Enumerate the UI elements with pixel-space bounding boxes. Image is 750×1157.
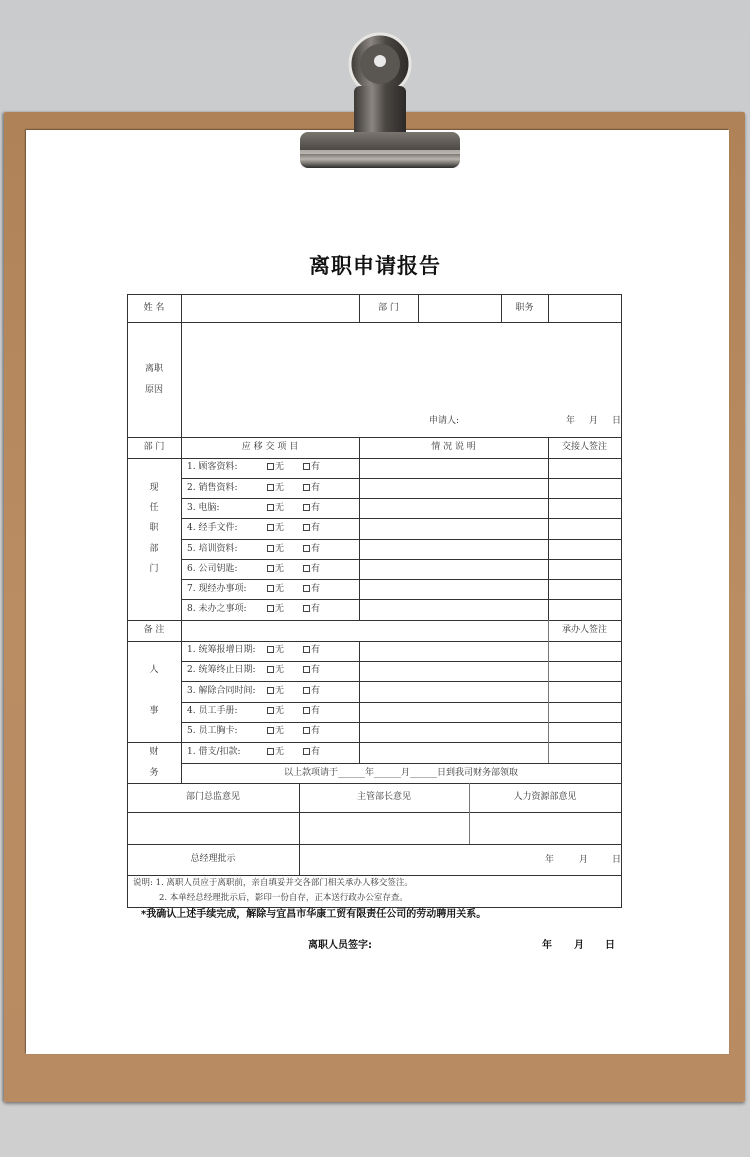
row-divider [181, 518, 622, 519]
hr-opinion-label: 人力资源部意见 [513, 792, 577, 802]
row-divider [181, 478, 622, 479]
item-number: 4. [187, 706, 196, 716]
checkbox-label: 无 [275, 665, 285, 675]
handover-items-header: 应 移 交 项 目 [241, 442, 299, 452]
checkbox-none[interactable] [267, 565, 284, 574]
checkbox-label: 无 [275, 686, 285, 696]
checkbox-icon[interactable] [303, 504, 310, 511]
manager-opinion-field[interactable] [301, 814, 467, 842]
checkbox-label: 有 [311, 604, 321, 614]
row-divider [181, 539, 622, 540]
checkbox-icon[interactable] [267, 504, 274, 511]
handover-item [187, 524, 238, 533]
checkbox-have[interactable] [303, 585, 320, 594]
current-dept-char: 现 [149, 483, 159, 493]
checkbox-label: 有 [311, 483, 321, 493]
checkbox-label: 无 [275, 564, 285, 574]
checkbox-label: 无 [275, 462, 285, 472]
handover-item [187, 463, 238, 472]
checkbox-label: 有 [311, 645, 321, 655]
hr-item [187, 646, 256, 655]
col-divider [548, 294, 549, 322]
finance-char: 财 [149, 747, 159, 757]
checkbox-icon[interactable] [267, 565, 274, 572]
director-opinion-field[interactable] [129, 814, 297, 842]
col-divider [548, 437, 549, 620]
checkbox-label: 无 [275, 523, 285, 533]
current-dept-char: 门 [149, 564, 159, 574]
gm-date-day: 日 [612, 855, 622, 865]
checkbox-none[interactable] [267, 484, 284, 493]
item-name: 统筹报增日期: [198, 645, 256, 655]
checkbox-have[interactable] [303, 646, 320, 655]
handover-dept-header: 部 门 [143, 442, 165, 452]
signature-field[interactable] [378, 936, 528, 954]
item-name: 统筹终止日期: [198, 665, 256, 675]
page-title: 离职申请报告 [309, 254, 441, 278]
reason-field[interactable] [184, 325, 618, 410]
checkbox-none[interactable] [267, 707, 284, 716]
checkbox-icon[interactable] [267, 463, 274, 470]
hr-item [187, 666, 256, 675]
checkbox-icon[interactable] [267, 687, 274, 694]
checkbox-icon[interactable] [267, 605, 274, 612]
item-number: 2. [187, 665, 196, 675]
row-divider [181, 579, 622, 580]
checkbox-label: 无 [275, 706, 285, 716]
applicant-label: 申请人: [429, 416, 460, 426]
finance-item [187, 748, 241, 757]
checkbox-label: 无 [275, 544, 285, 554]
checkbox-icon[interactable] [303, 646, 310, 653]
checkbox-have[interactable] [303, 748, 320, 757]
gm-date-year: 年 [545, 855, 555, 865]
remarks-label: 备 注 [143, 625, 165, 635]
row-divider [127, 844, 622, 845]
finance-char: 务 [149, 768, 159, 778]
gm-date-month: 月 [579, 855, 589, 865]
handover-item [187, 545, 238, 554]
item-name: 电脑: [198, 503, 220, 513]
hr-opinion-field[interactable] [471, 814, 619, 842]
table-border-right [621, 294, 622, 907]
checkbox-label: 有 [311, 665, 321, 675]
signature-date-month: 月 [574, 940, 584, 951]
hr-char: 事 [149, 706, 159, 716]
checkbox-icon[interactable] [267, 727, 274, 734]
checkbox-icon[interactable] [303, 707, 310, 714]
reason-date-month: 月 [589, 416, 599, 426]
checkbox-have[interactable] [303, 524, 320, 533]
checkbox-icon[interactable] [303, 585, 310, 592]
reason-label-1: 离职 [144, 364, 163, 374]
checkbox-label: 无 [275, 645, 285, 655]
checkbox-icon[interactable] [267, 545, 274, 552]
checkbox-label: 有 [311, 584, 321, 594]
checkbox-none[interactable] [267, 605, 284, 614]
item-number: 4. [187, 523, 196, 533]
checkbox-icon[interactable] [303, 463, 310, 470]
checkbox-icon[interactable] [267, 666, 274, 673]
item-number: 5. [187, 544, 196, 554]
handover-item [187, 484, 238, 493]
item-number: 6. [187, 564, 196, 574]
position-label: 职务 [515, 303, 534, 313]
gm-approval-field[interactable] [301, 846, 622, 873]
row-divider [181, 722, 622, 723]
checkbox-have[interactable] [303, 605, 320, 614]
item-name: 员工胸卡: [198, 726, 238, 736]
checkbox-have[interactable] [303, 707, 320, 716]
item-number: 3. [187, 686, 196, 696]
checkbox-label: 无 [275, 584, 285, 594]
item-name: 现经办事项: [198, 584, 247, 594]
checkbox-label: 无 [275, 726, 285, 736]
row-divider [127, 875, 622, 876]
handover-item [187, 605, 247, 614]
hr-item [187, 687, 256, 696]
dept-label: 部 门 [378, 303, 399, 313]
checkbox-have[interactable] [303, 545, 320, 554]
item-number: 7. [187, 584, 196, 594]
checkbox-label: 无 [275, 483, 285, 493]
checkbox-label: 有 [311, 747, 321, 757]
col-divider [181, 294, 182, 783]
hr-char: 人 [149, 665, 159, 675]
checkbox-icon[interactable] [303, 545, 310, 552]
handover-item [187, 504, 220, 513]
checkbox-icon[interactable] [303, 748, 310, 755]
reason-date-year: 年 [566, 416, 576, 426]
checkbox-icon[interactable] [303, 687, 310, 694]
row-divider [181, 681, 622, 682]
item-number: 1. [187, 747, 196, 757]
checkbox-label: 无 [275, 604, 285, 614]
checkbox-icon[interactable] [303, 666, 310, 673]
checkbox-have[interactable] [303, 687, 320, 696]
checkbox-icon[interactable] [267, 646, 274, 653]
checkbox-label: 有 [311, 564, 321, 574]
gm-approval-label: 总经理批示 [190, 854, 236, 864]
note-line-2: 2. 本单经总经理批示后，影印一份自存，正本送行政办公室存查。 [159, 893, 408, 903]
item-name: 借支/扣款: [198, 747, 241, 757]
note-line-1: 说明: 1. 离职人员应于离职前，亲自填妥并交各部门相关承办人移交签注。 [133, 878, 413, 888]
checkbox-label: 有 [311, 462, 321, 472]
checkbox-icon[interactable] [303, 565, 310, 572]
checkbox-none[interactable] [267, 545, 284, 554]
checkbox-none[interactable] [267, 646, 284, 655]
item-name: 经手文件: [198, 523, 238, 533]
item-number: 8. [187, 604, 196, 614]
item-number: 2. [187, 483, 196, 493]
checkbox-none[interactable] [267, 727, 284, 736]
checkbox-have[interactable] [303, 463, 320, 472]
row-divider [181, 763, 622, 764]
item-name: 解除合同时间: [198, 686, 256, 696]
reason-label-2: 原因 [144, 385, 163, 395]
checkbox-label: 无 [275, 503, 285, 513]
signature-date-year: 年 [542, 940, 552, 951]
item-name: 培训资料: [198, 544, 238, 554]
manager-opinion-label: 主管部长意见 [356, 792, 411, 802]
checkbox-icon[interactable] [267, 707, 274, 714]
row-divider [181, 559, 622, 560]
col-divider [418, 294, 419, 322]
director-opinion-label: 部门总监意见 [185, 792, 240, 802]
item-name: 员工手册: [198, 706, 238, 716]
checkbox-none[interactable] [267, 585, 284, 594]
row-divider [181, 702, 622, 703]
checkbox-none[interactable] [267, 666, 284, 675]
signature-date-day: 日 [605, 940, 615, 951]
confirmation-statement: *我确认上述手续完成，解除与宜昌市华康工贸有限责任公司的劳动聘用关系。 [141, 909, 487, 920]
row-divider [127, 783, 622, 784]
checkbox-label: 有 [311, 523, 321, 533]
checkbox-icon[interactable] [267, 524, 274, 531]
binder-clip-icon [296, 24, 466, 174]
hr-item [187, 727, 238, 736]
reason-date-day: 日 [612, 416, 622, 426]
handover-item [187, 585, 247, 594]
checkbox-label: 有 [311, 706, 321, 716]
checkbox-none[interactable] [267, 687, 284, 696]
checkbox-icon[interactable] [303, 484, 310, 491]
item-name: 公司钥匙: [198, 564, 238, 574]
checkbox-icon[interactable] [267, 585, 274, 592]
item-name: 未办之事项: [198, 604, 247, 614]
finance-collect-note: 以上款项请于______年______月______日到我司财务部领取 [283, 768, 518, 778]
checkbox-none[interactable] [267, 504, 284, 513]
checkbox-label: 有 [311, 544, 321, 554]
checkbox-none[interactable] [267, 463, 284, 472]
remarks-signer-label: 承办人签注 [561, 625, 607, 635]
checkbox-have[interactable] [303, 666, 320, 675]
dept-field[interactable] [420, 296, 499, 320]
handover-desc-header: 情 况 说 明 [431, 442, 476, 452]
checkbox-icon[interactable] [267, 484, 274, 491]
name-label: 姓 名 [143, 303, 165, 313]
current-dept-char: 任 [149, 503, 159, 513]
signature-label: 离职人员签字: [308, 940, 372, 951]
handover-item [187, 565, 238, 574]
row-divider [181, 498, 622, 499]
hr-item [187, 707, 238, 716]
row-divider [127, 322, 622, 323]
current-dept-char: 部 [149, 544, 159, 554]
checkbox-icon[interactable] [303, 605, 310, 612]
checkbox-label: 有 [311, 686, 321, 696]
row-divider [127, 812, 622, 813]
item-number: 1. [187, 645, 196, 655]
checkbox-have[interactable] [303, 484, 320, 493]
checkbox-have[interactable] [303, 727, 320, 736]
row-divider [181, 599, 622, 600]
item-number: 5. [187, 726, 196, 736]
col-divider [548, 620, 549, 763]
checkbox-none[interactable] [267, 748, 284, 757]
handover-signer-header: 交接人签注 [561, 442, 607, 452]
checkbox-icon[interactable] [303, 727, 310, 734]
checkbox-icon[interactable] [267, 748, 274, 755]
checkbox-label: 无 [275, 747, 285, 757]
checkbox-icon[interactable] [303, 524, 310, 531]
item-name: 顾客资料: [198, 462, 238, 472]
row-divider [181, 661, 622, 662]
item-number: 3. [187, 503, 196, 513]
item-name: 销售资料: [198, 483, 238, 493]
current-dept-char: 职 [149, 523, 159, 533]
checkbox-label: 有 [311, 503, 321, 513]
col-divider [359, 641, 360, 763]
name-field[interactable] [184, 296, 356, 320]
checkbox-none[interactable] [267, 524, 284, 533]
position-field[interactable] [550, 296, 619, 320]
col-divider [359, 437, 360, 620]
table-border-bottom [127, 907, 622, 908]
checkbox-have[interactable] [303, 565, 320, 574]
checkbox-label: 有 [311, 726, 321, 736]
item-number: 1. [187, 462, 196, 472]
checkbox-have[interactable] [303, 504, 320, 513]
